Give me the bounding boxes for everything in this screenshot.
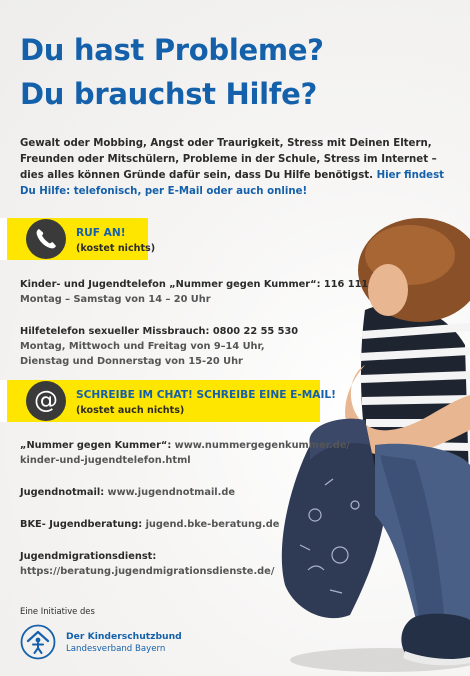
write-entry-jugendnotmail — [20, 485, 235, 500]
initiative-label: Eine Initiative des — [20, 606, 95, 616]
intro-text: Gewalt oder Mobbing, Angst oder Traurigkeit, Stress mit Deinen Eltern, Freunden oder Mitschülern, Probleme in der Schule, Stress im Internet – dies alles können Gründe dafür sein, dass Du Hilfe benötigst. — [20, 138, 437, 181]
org-subtitle: Landesverband Bayern — [66, 644, 166, 654]
write-section-title: SCHREIBE IM CHAT! SCHREIBE EINE E-MAIL! — [76, 389, 337, 401]
call-entry-name: Hilfetelefon sexueller Missbrauch: 0800 22 55 530 — [20, 326, 299, 337]
write-entry-link[interactable]: www.jugendnotmail.de — [104, 487, 236, 498]
write-entry-jmd — [20, 549, 274, 579]
headline — [20, 28, 324, 116]
call-entry-hours: Dienstag und Donnerstag von 15-20 Uhr — [20, 356, 243, 367]
call-entry-hours: Montag, Mittwoch und Freitag von 9–14 Uhr, — [20, 341, 265, 352]
intro-paragraph — [20, 136, 450, 200]
org-name: Der Kinderschutzbund — [66, 631, 182, 642]
call-entry-missbrauch — [20, 324, 298, 369]
phone-icon — [26, 219, 66, 259]
call-section-title: RUF AN! — [76, 227, 126, 239]
headline-line-1: Du hast Probleme? — [20, 33, 324, 67]
write-section-subtitle: (kostet auch nichts) — [76, 405, 185, 416]
write-entry-kummer — [20, 438, 350, 468]
write-entry-label: Jugendnotmail: — [20, 487, 105, 498]
call-entry-hours: Montag – Samstag von 14 – 20 Uhr — [20, 294, 211, 305]
at-icon: @ — [26, 381, 66, 421]
write-entry-link[interactable]: www.nummergegenkummer.de/ — [171, 440, 350, 451]
call-section-subtitle: (kostet nichts) — [76, 243, 156, 254]
call-bar-tab — [0, 218, 7, 260]
headline-line-2: Du brauchst Hilfe? — [20, 77, 318, 111]
write-entry-label: Jugendmigrationsdienst: — [20, 551, 157, 562]
write-entry-link[interactable]: jugend.bke-beratung.de — [142, 519, 280, 530]
kinderschutzbund-logo-icon — [20, 624, 56, 660]
write-entry-link[interactable]: kinder-und-jugendtelefon.html — [20, 455, 191, 466]
call-entry-name: Kinder- und Jugendtelefon „Nummer gegen Kummer“: 116 111 — [20, 279, 369, 290]
write-entry-label: „Nummer gegen Kummer“: — [20, 440, 172, 451]
write-entry-label: BKE- Jugendberatung: — [20, 519, 143, 530]
intro-highlight: Hier findest Du Hilfe: telefonisch, per E-Mail oder auch online! — [20, 170, 444, 197]
call-entry-kummer — [20, 277, 368, 307]
write-entry-bke — [20, 517, 279, 532]
write-bar-tab — [0, 380, 7, 422]
write-entry-link[interactable]: https://beratung.jugendmigrationsdienste.de/ — [20, 566, 275, 577]
